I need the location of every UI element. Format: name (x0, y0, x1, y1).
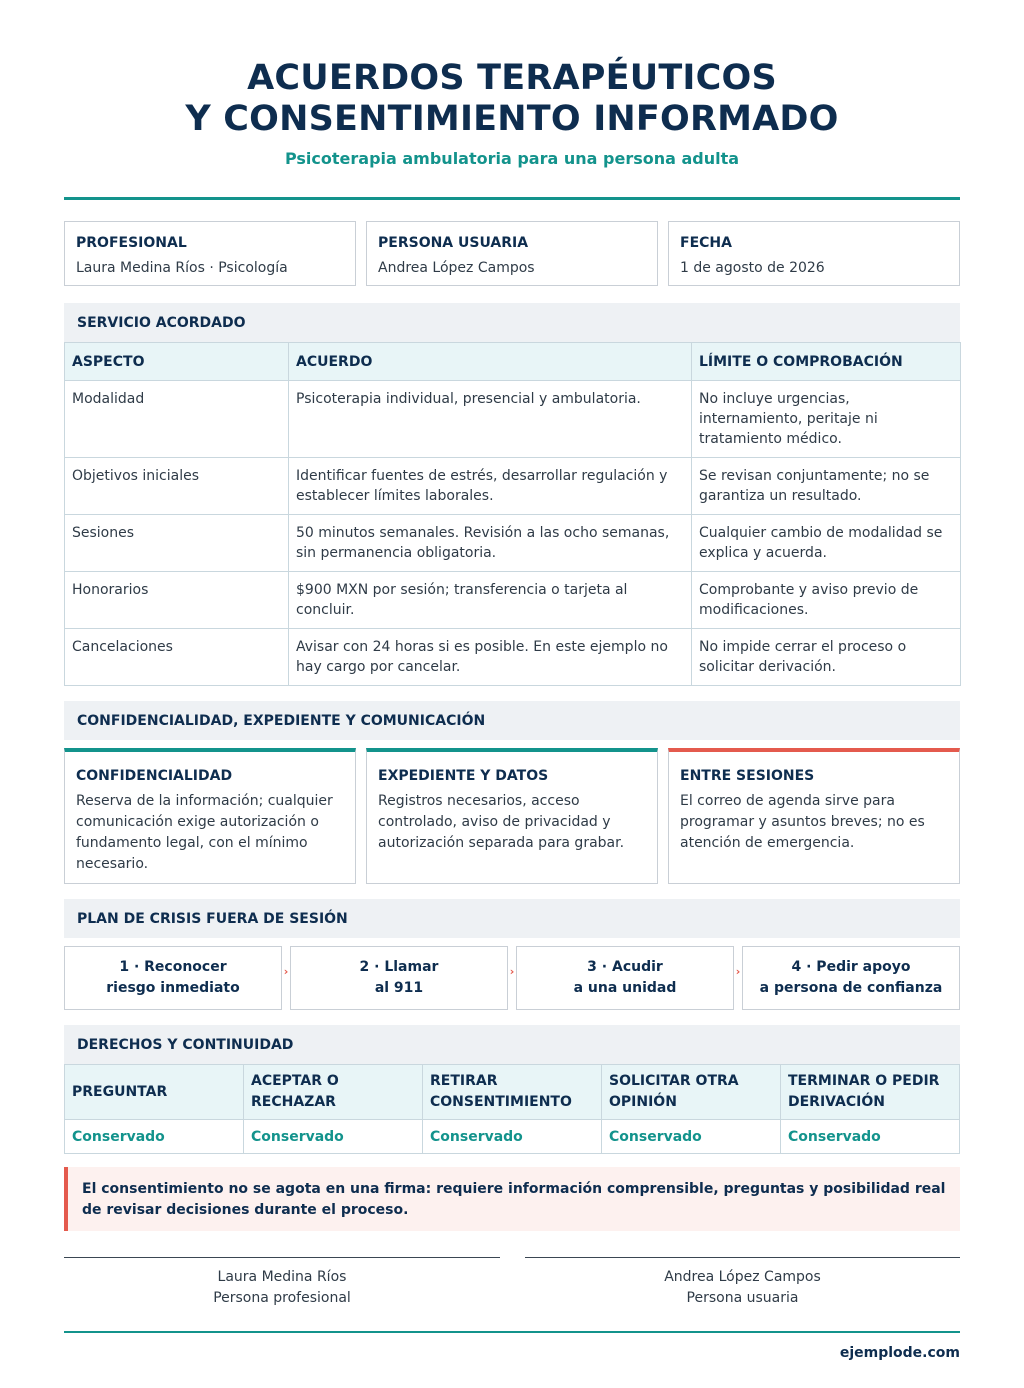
column-header: RETIRAR CONSENTIMIENTO (423, 1065, 602, 1120)
column-header: ACEPTAR O RECHAZAR (244, 1065, 423, 1120)
table-cell: Sesiones (65, 515, 289, 572)
card-expediente (366, 748, 658, 884)
card-text: Registros necesarios, acceso controlado, aviso de privacidad y autorización separada para grabar. (378, 793, 625, 851)
signature-name: Andrea López Campos (664, 1269, 821, 1285)
document-subtitle: Psicoterapia ambulatoria para una persona adulta (284, 149, 740, 168)
table-header-row (65, 1065, 960, 1120)
card-title: EXPEDIENTE Y DATOS (378, 768, 549, 784)
table-cell: Modalidad (65, 381, 289, 458)
signature-block-usuaria (525, 1267, 960, 1309)
column-header: PREGUNTAR (65, 1065, 244, 1120)
crisis-step-2 (290, 946, 508, 1010)
column-header: TERMINAR O PEDIR DERIVACIÓN (781, 1065, 960, 1120)
crisis-step-4 (742, 946, 960, 1010)
card-confidencialidad (64, 748, 356, 884)
chevron-right-icon: › (735, 965, 741, 978)
info-value: 1 de agosto de 2026 (680, 260, 825, 276)
info-card-persona-usuaria (366, 221, 658, 286)
step-line: 1 · Reconocer (119, 959, 227, 975)
table-cell: Comprobante y aviso previo de modificaciones. (692, 572, 961, 629)
document-title (0, 58, 1024, 140)
table-row (65, 381, 961, 458)
table-cell: Cualquier cambio de modalidad se explica y acuerda. (692, 515, 961, 572)
footer-site: ejemplode.com (839, 1345, 960, 1361)
table-cell: Se revisan conjuntamente; no se garantiza un resultado. (692, 458, 961, 515)
status-cell: Conservado (602, 1120, 781, 1154)
card-title: CONFIDENCIALIDAD (76, 768, 233, 784)
column-header: ASPECTO (65, 343, 289, 381)
column-header: LÍMITE O COMPROBACIÓN (692, 343, 961, 381)
consent-note: El consentimiento no se agota en una firma: requiere información comprensible, preguntas y posibilidad real de revisar decisiones durante el proceso. (64, 1167, 960, 1231)
step-line: 2 · Llamar (359, 959, 439, 975)
signature-line-profesional (64, 1257, 500, 1258)
column-header: SOLICITAR OTRA OPINIÓN (602, 1065, 781, 1120)
chevron-right-icon: › (283, 965, 289, 978)
section-heading-servicio: SERVICIO ACORDADO (64, 303, 960, 342)
table-cell: 50 minutos semanales. Revisión a las ocho semanas, sin permanencia obligatoria. (289, 515, 692, 572)
chevron-right-icon: › (509, 965, 515, 978)
info-label: PERSONA USUARIA (378, 235, 529, 251)
title-line-1: ACUERDOS TERAPÉUTICOS (247, 58, 777, 98)
column-header: ACUERDO (289, 343, 692, 381)
info-label: FECHA (680, 235, 732, 251)
table-row (65, 1120, 960, 1154)
top-divider (64, 197, 960, 200)
signature-line-usuaria (525, 1257, 960, 1258)
info-value: Laura Medina Ríos · Psicología (76, 260, 288, 276)
table-header-row (65, 343, 961, 381)
table-cell: Identificar fuentes de estrés, desarrollar regulación y establecer límites laborales. (289, 458, 692, 515)
card-title: ENTRE SESIONES (680, 768, 815, 784)
step-line: a persona de confianza (759, 980, 943, 996)
signature-role: Persona profesional (213, 1290, 351, 1306)
table-row (65, 515, 961, 572)
rights-table (64, 1064, 960, 1154)
title-line-2: Y CONSENTIMIENTO INFORMADO (185, 99, 839, 139)
status-cell: Conservado (423, 1120, 602, 1154)
crisis-step-1 (64, 946, 282, 1010)
step-line: a una unidad (573, 980, 677, 996)
table-row (65, 629, 961, 686)
crisis-step-3 (516, 946, 734, 1010)
info-value: Andrea López Campos (378, 260, 535, 276)
card-text: Reserva de la información; cualquier comunicación exige autorización o fundamento legal, con el mínimo necesario. (76, 793, 333, 872)
table-row (65, 458, 961, 515)
table-cell: Honorarios (65, 572, 289, 629)
step-line: al 911 (374, 980, 424, 996)
card-entre-sesiones (668, 748, 960, 884)
info-card-fecha (668, 221, 960, 286)
table-cell: Psicoterapia individual, presencial y ambulatoria. (289, 381, 692, 458)
table-cell: $900 MXN por sesión; transferencia o tarjeta al concluir. (289, 572, 692, 629)
table-cell: No incluye urgencias, internamiento, peritaje ni tratamiento médico. (692, 381, 961, 458)
step-line: riesgo inmediato (106, 980, 240, 996)
section-heading-confidencialidad: CONFIDENCIALIDAD, EXPEDIENTE Y COMUNICACIÓN (64, 701, 960, 740)
section-heading-crisis: PLAN DE CRISIS FUERA DE SESIÓN (64, 899, 960, 938)
status-cell: Conservado (781, 1120, 960, 1154)
table-row (65, 572, 961, 629)
signature-block-profesional (64, 1267, 500, 1309)
status-cell: Conservado (65, 1120, 244, 1154)
status-cell: Conservado (244, 1120, 423, 1154)
signature-role: Persona usuaria (686, 1290, 799, 1306)
step-line: 4 · Pedir apoyo (791, 959, 911, 975)
table-cell: Cancelaciones (65, 629, 289, 686)
signature-name: Laura Medina Ríos (217, 1269, 347, 1285)
card-text: El correo de agenda sirve para programar y asuntos breves; no es atención de emergencia. (680, 793, 925, 851)
bottom-divider (64, 1331, 960, 1333)
info-card-profesional (64, 221, 356, 286)
step-line: 3 · Acudir (587, 959, 663, 975)
table-cell: Avisar con 24 horas si es posible. En este ejemplo no hay cargo por cancelar. (289, 629, 692, 686)
service-table (64, 342, 961, 686)
table-cell: Objetivos iniciales (65, 458, 289, 515)
table-cell: No impide cerrar el proceso o solicitar derivación. (692, 629, 961, 686)
section-heading-derechos: DERECHOS Y CONTINUIDAD (64, 1025, 960, 1064)
info-label: PROFESIONAL (76, 235, 187, 251)
